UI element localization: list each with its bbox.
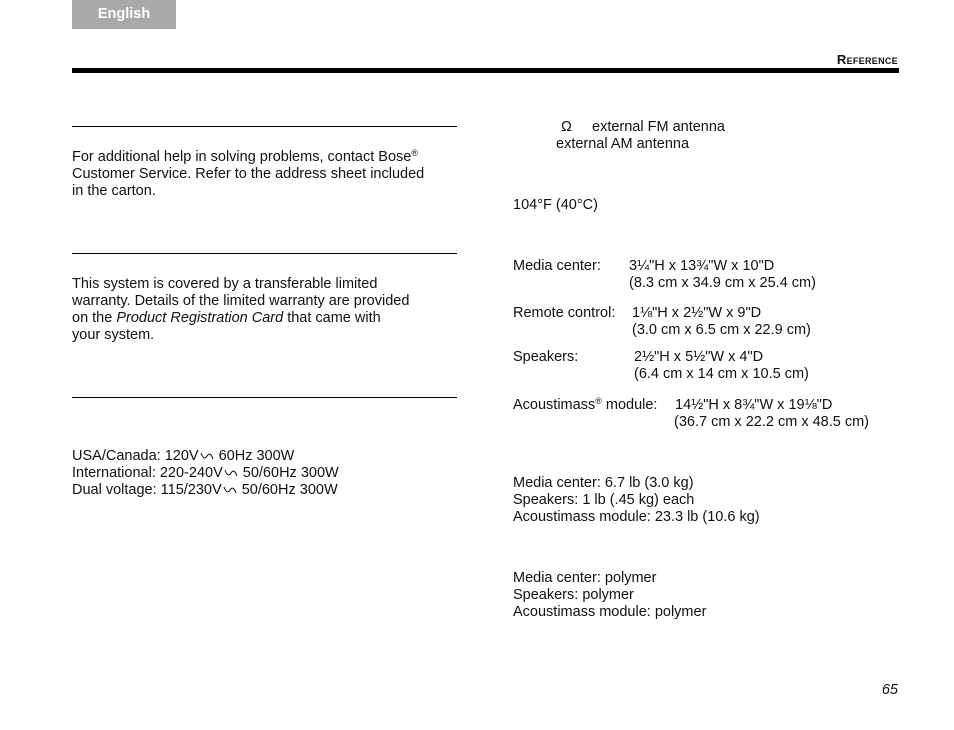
ohm-symbol: Ω	[561, 119, 572, 135]
warranty-line-3a: on the	[72, 310, 117, 326]
weight-speakers: Speakers: 1 lb (.45 kg) each	[513, 492, 695, 508]
ac-wave-icon	[200, 451, 214, 461]
help-line-3: in the carton.	[72, 183, 156, 199]
help-section-rule	[72, 126, 457, 127]
dim-speakers-inches: 2½"H x 5½"W x 4"D	[634, 349, 764, 365]
dim-acoustimass-cm: (36.7 cm x 22.2 cm x 48.5 cm)	[674, 414, 870, 430]
weight-media-center: Media center: 6.7 lb (3.0 kg)	[513, 475, 694, 491]
help-line-1: For additional help in solving problems, contact Bose	[72, 149, 412, 165]
warranty-line-3b: that came with	[283, 310, 381, 326]
dim-acoustimass-inches: 14½"H x 8¾"W x 19⅛"D	[675, 397, 833, 413]
warranty-section-rule	[72, 253, 457, 254]
dim-acoustimass-label: Acoustimass® module:	[513, 396, 658, 413]
warranty-line-2: warranty. Details of the limited warranty are provided	[72, 293, 410, 309]
warranty-line-4: your system.	[72, 327, 155, 343]
warranty-line-1: This system is covered by a transferable limited	[72, 276, 378, 292]
power-ratings	[72, 448, 457, 499]
power-section-rule	[72, 397, 457, 398]
power-line-dual: Dual voltage: 115/230V 50/60Hz 300W	[72, 482, 338, 498]
am-antenna-text: external AM antenna	[556, 136, 690, 152]
dim-speakers-cm: (6.4 cm x 14 cm x 10.5 cm)	[634, 366, 809, 382]
materials-list	[513, 570, 706, 621]
weight-list	[513, 475, 760, 526]
help-line-2: Customer Service. Refer to the address sheet included	[72, 166, 425, 182]
ac-wave-icon	[224, 468, 238, 478]
material-media-center: Media center: polymer	[513, 570, 657, 586]
dim-remote-label: Remote control:	[513, 305, 616, 321]
temperature-value: 104°F (40°C)	[513, 197, 598, 213]
power-line-international: International: 220-240V 50/60Hz 300W	[72, 465, 339, 481]
dim-media-inches: 3¼"H x 13¾"W x 10"D	[629, 258, 775, 274]
dim-remote-cm: (3.0 cm x 6.5 cm x 22.9 cm)	[632, 322, 811, 338]
material-acoustimass: Acoustimass module: polymer	[513, 604, 707, 620]
page-number: 65	[881, 682, 898, 698]
dim-media-cm: (8.3 cm x 34.9 cm x 25.4 cm)	[629, 275, 816, 291]
help-paragraph	[72, 149, 457, 200]
registered-mark: ®	[595, 396, 602, 406]
dim-remote-inches: 1⅛"H x 2½"W x 9"D	[632, 305, 762, 321]
section-title: Reference	[836, 52, 898, 67]
material-speakers: Speakers: polymer	[513, 587, 634, 603]
weight-acoustimass: Acoustimass module: 23.3 lb (10.6 kg)	[513, 509, 760, 525]
warranty-paragraph	[72, 276, 457, 344]
registered-mark: ®	[411, 148, 418, 158]
header-rule	[72, 68, 899, 73]
ac-wave-icon	[223, 485, 237, 495]
power-line-usa: USA/Canada: 120V 60Hz 300W	[72, 448, 295, 464]
language-tab[interactable]: English	[72, 0, 176, 29]
dim-speakers-label: Speakers:	[513, 349, 579, 365]
dim-media-label: Media center:	[513, 258, 601, 274]
fm-antenna-text: external FM antenna	[592, 119, 725, 135]
product-registration-card-text: Product Registration Card	[116, 310, 284, 326]
